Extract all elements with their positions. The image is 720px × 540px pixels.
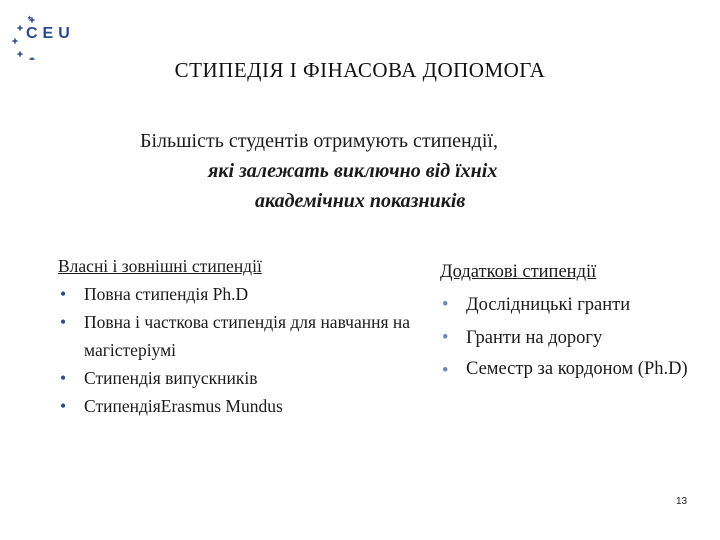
left-column — [58, 252, 418, 420]
list-item-text: Семестр за кордоном (Ph.D) — [466, 359, 688, 379]
list-item-text: СтипендіяErasmus Mundus — [84, 396, 283, 416]
list-item — [58, 308, 418, 364]
right-column-heading: Додаткові стипендії — [440, 262, 597, 282]
bullet-icon: • — [60, 284, 67, 304]
list-item — [58, 364, 418, 392]
bullet-icon: • — [60, 368, 67, 388]
slide-title: СТИПЕДІЯ І ФІНАСОВА ДОПОМОГА — [174, 58, 546, 82]
bullet-icon: • — [442, 328, 449, 348]
right-column — [440, 256, 700, 384]
list-item-text: Гранти на дорогу — [466, 328, 603, 348]
list-item — [58, 280, 418, 308]
right-column-list — [440, 289, 700, 384]
list-item — [58, 392, 418, 420]
list-item-text: Повна і часткова стипендія для навчання на магістеріумі — [84, 312, 411, 360]
logo-text: CEU — [26, 25, 75, 42]
ceu-logo — [6, 12, 86, 60]
list-item-text: Повна стипендія Ph.D — [84, 284, 249, 304]
bullet-icon: • — [442, 361, 449, 381]
subtitle-line-1: Більшість студентів отримують стипендії, — [140, 130, 498, 152]
subtitle-line-2: які залежать виключно від їхніх — [208, 160, 498, 182]
bullet-icon: • — [60, 312, 67, 332]
bullet-icon: • — [60, 396, 67, 416]
bullet-icon: • — [442, 295, 449, 315]
list-item — [440, 355, 700, 384]
left-column-list — [58, 280, 418, 420]
list-item-text: Дослідницькі гранти — [466, 295, 631, 315]
left-column-heading: Власні і зовнішні стипендії — [58, 256, 262, 276]
page-number: 13 — [676, 496, 688, 507]
subtitle-line-3: академічних показників — [255, 190, 466, 212]
list-item-text: Стипендія випускників — [84, 368, 258, 388]
list-item — [440, 322, 700, 355]
list-item — [440, 289, 700, 322]
